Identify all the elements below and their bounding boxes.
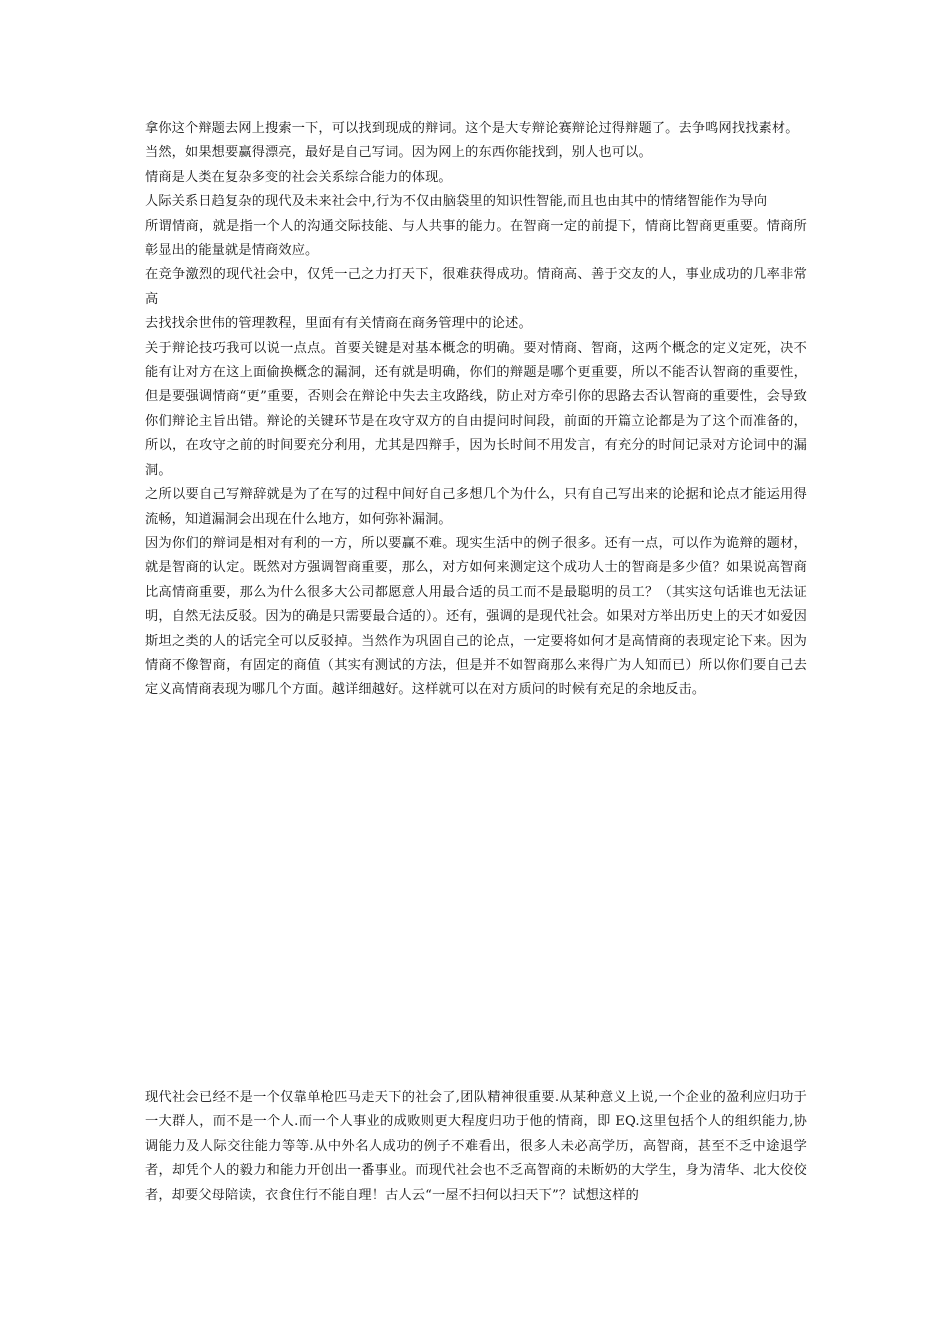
paragraph-management-course: 去找找余世伟的管理教程，里面有有关情商在商务管理中的论述。 (145, 316, 532, 332)
paragraph-competition: 在竞争激烈的现代社会中，仅凭一己之力打天下，很难获得成功。情商高、善于交友的人，事业成功的几率非常高 (145, 267, 807, 307)
paragraph-debate-skills: 关于辩论技巧我可以说一点点。首要关键是对基本概念的明确。要对情商、智商，这两个概念的定义定死，决不能有让对方在这上面偷换概念的漏洞，还有就是明确，你们的辩题是哪个更重要，所以不能否认智商的重要性，但是要强调情商“更”重要，否则会在辩论中失去主攻路线，防止对方牵引你的思路去否认智商的重要性，会导致你们辩论主旨出错。辩论的关键环节是在攻守双方的自由提问时间段，前面的开篇立论都是为了这个而准备的，所以，在攻守之前的时间要充分利用，尤其是四辩手，因为长时间不用发言，有充分的时间记录对方论词中的漏洞。 (145, 340, 807, 478)
paragraph-interpersonal: 人际关系日趋复杂的现代及未来社会中,行为不仅由脑袋里的知识性智能,而且也由其中的情绪智能作为导向 (145, 194, 768, 210)
paragraph-modern-society: 现代社会已经不是一个仅靠单枪匹马走天下的社会了,团队精神很重要.从某种意义上说,一个企业的盈利应归功于一大群人，而不是一个人.而一个人事业的成败则更大程度归功于他的情商，即 EQ.这里包括个人的组织能力,协调能力及人际交往能力等等.从中外名人成功的例子不难看出，很多人未必高学历，高智商，甚至不乏中途退学者，却凭个人的毅力和能力开创出一番事业。而现代社会也不乏高智商的未断奶的大学生，身为清华、北大佼佼者，却要父母陪读，衣食住行不能自理！古人云“一屋不扫何以扫天下”？试想这样的 (145, 1090, 807, 1203)
paragraph-search-online: 拿你这个辩题去网上搜索一下，可以找到现成的辩词。这个是大专辩论赛辩论过得辩题了。去争鸣网找找素材。 (145, 121, 799, 136)
bottom-text-block (145, 1086, 807, 1208)
top-text-block (145, 117, 807, 703)
paragraph-what-is-eq: 所谓情商，就是指一个人的沟通交际技能、与人共事的能力。在智商一定的前提下，情商比智商更重要。情商所彰显出的能量就是情商效应。 (145, 218, 807, 259)
paragraph-write-yourself: 当然，如果想要赢得漂亮，最好是自己写词。因为网上的东西你能找到，别人也可以。 (145, 145, 652, 161)
paragraph-eq-definition: 情商是人类在复杂多变的社会关系综合能力的体现。 (145, 169, 452, 185)
paragraph-why-write: 之所以要自己写辩辞就是为了在写的过程中间好自己多想几个为什么，只有自己写出来的论据和论点才能运用得流畅，知道漏洞会出现在什么地方，如何弥补漏洞。 (145, 487, 807, 527)
paragraph-advantage: 因为你们的辩词是相对有利的一方，所以要赢不难。现实生活中的例子很多。还有一点，可以作为诡辩的题材，就是智商的认定。既然对方强调智商重要，那么，对方如何来测定这个成功人士的智商是多少值？如果说高智商比高情商重要，那么为什么很多大公司都愿意人用最合适的员工而不是最聪明的员工？（其实这句话谁也无法证明，自然无法反驳。因为的确是只需要最合适的）。还有，强调的是现代社会。如果对方举出历史上的天才如爱因斯坦之类的人的话完全可以反驳掉。当然作为巩固自己的论点，一定要将如何才是高情商的表现定论下来。因为情商不像智商，有固定的商值（其实有测试的方法，但是并不如智商那么来得广为人知而已）所以你们要自己去定义高情商表现为哪几个方面。越详细越好。这样就可以在对方质问的时候有充足的余地反击。 (145, 535, 807, 698)
